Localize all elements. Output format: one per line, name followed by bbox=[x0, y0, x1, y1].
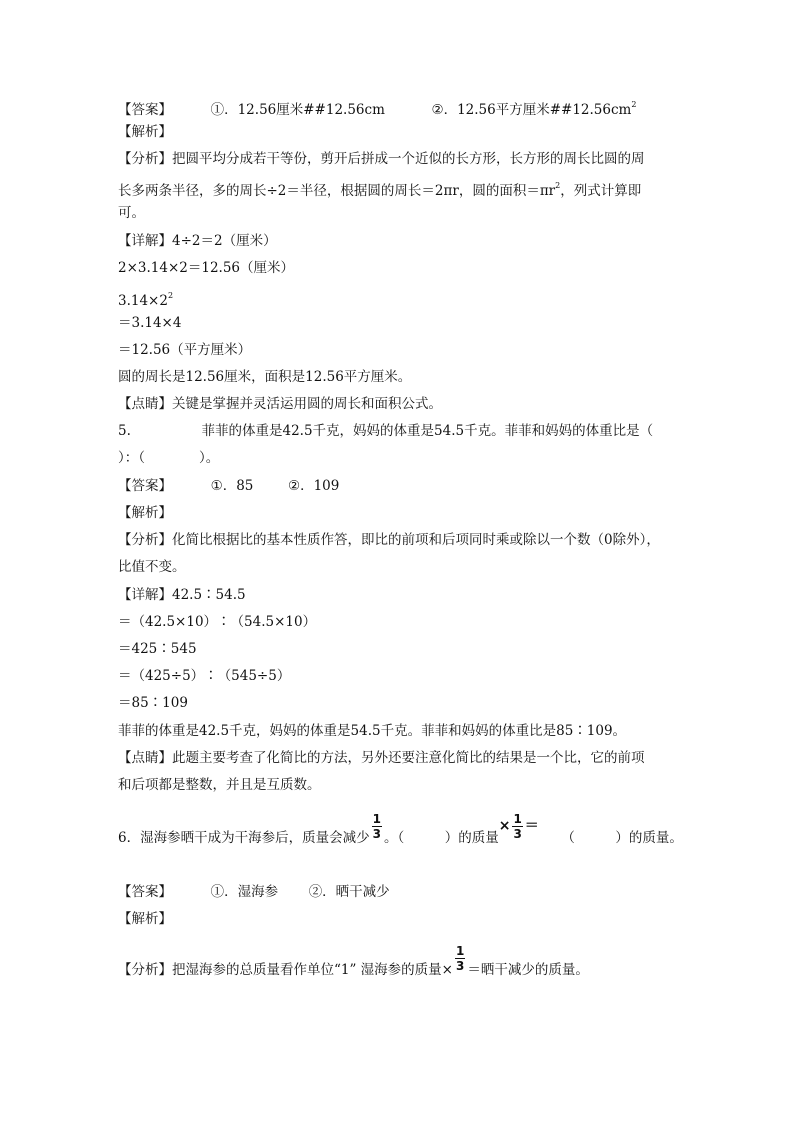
q5-dianjing-line-2: 和后项都是整数，并且是互质数。 bbox=[118, 777, 321, 793]
q5-dianjing-line-1: 【点睛】此题主要考查了化简比的方法，另外还要注意化简比的结果是一个比，它的前项 bbox=[118, 750, 645, 766]
q5-detail-line-4: ＝（425÷5）∶（545÷5） bbox=[118, 668, 291, 684]
q5-detail-line-2: ＝（42.5×10）∶（54.5×10） bbox=[118, 614, 317, 630]
q4-detail-line-6: 圆的周长是12.56厘米，面积是12.56平方厘米。 bbox=[118, 369, 412, 385]
q4-answer-2-sup: 2 bbox=[631, 100, 637, 109]
q4-fenxi-line-2 bbox=[118, 176, 641, 201]
q4-analysis-tag: 【解析】 bbox=[118, 124, 172, 140]
q4-answer-line bbox=[118, 95, 636, 120]
q5-detail-line-1: 【详解】42.5∶54.5 bbox=[118, 587, 246, 603]
q5-question-text-1: 菲菲的体重是42.5千克，妈妈的体重是54.5千克。菲菲和妈妈的体重比是（ bbox=[201, 423, 654, 439]
q6-fraction-denominator: 3 bbox=[372, 827, 381, 841]
q6-answer-line bbox=[118, 882, 390, 902]
q6-fraction-numerator: 1 bbox=[372, 812, 381, 826]
q6-answer-1: ①．湿海参 bbox=[210, 884, 279, 900]
q6-question-text-c: （ ）的质量。 bbox=[561, 830, 683, 846]
q6-question-line bbox=[118, 812, 683, 856]
q4-detail-line-4: ＝3.14×4 bbox=[118, 315, 182, 331]
q6-times-sign: × bbox=[498, 818, 511, 834]
q6-question-text-b: 。（ ）的质量 bbox=[383, 830, 499, 846]
q5-detail-line-3: ＝425∶545 bbox=[118, 641, 197, 657]
q5-detail-line-5: ＝85∶109 bbox=[118, 695, 188, 711]
q4-detail-line-1: 【详解】4÷2＝2（厘米） bbox=[118, 233, 277, 249]
q5-number: 5. bbox=[118, 423, 131, 439]
q4-fenxi-line-1: 【分析】把圆平均分成若干等份，剪开后拼成一个近似的长方形，长方形的周长比圆的周 bbox=[118, 151, 645, 167]
q4-fenxi-sup: 2 bbox=[555, 181, 561, 190]
q4-fenxi-line-2b: ，列式计算即 bbox=[560, 183, 642, 199]
q6-question-text-a: 6．湿海参晒干成为干海参后，质量会减少 bbox=[118, 830, 370, 846]
q6-fenxi-line bbox=[118, 944, 589, 988]
q4-detail-sup: 2 bbox=[167, 291, 174, 300]
q4-dianjing: 【点睛】关键是掌握并灵活运用圆的周长和面积公式。 bbox=[118, 396, 442, 412]
q4-answer-2: ②．12.56平方厘米##12.56cm bbox=[431, 102, 632, 118]
q6-fenxi-fraction-denominator: 3 bbox=[456, 959, 465, 973]
q4-fenxi-line-3: 可。 bbox=[118, 205, 145, 221]
q4-answer-tag: 【答案】 bbox=[118, 102, 172, 118]
q6-fenxi-text-a: 【分析】把湿海参的总质量看作单位“1” 湿海参的质量× bbox=[118, 962, 453, 978]
q5-question-line-2: ）：（ ）。 bbox=[118, 450, 220, 466]
q5-answer-1: ①．85 bbox=[210, 478, 254, 494]
q4-detail-line-3a: 3.14×2 bbox=[118, 293, 168, 309]
q5-analysis-tag: 【解析】 bbox=[118, 505, 172, 521]
q6-fraction-one-third bbox=[372, 812, 382, 841]
q6-fraction-one-third-2 bbox=[512, 812, 522, 841]
q6-fenxi-fraction-numerator: 1 bbox=[456, 944, 465, 958]
q4-detail-line-2: 2×3.14×2＝12.56（厘米） bbox=[118, 260, 295, 276]
q5-question-line-1 bbox=[118, 421, 653, 441]
q6-answer-tag: 【答案】 bbox=[118, 884, 172, 900]
q6-fenxi-fraction bbox=[455, 944, 465, 973]
q6-analysis-tag: 【解析】 bbox=[118, 911, 172, 927]
q6-fraction-2-denominator: 3 bbox=[513, 827, 522, 841]
q5-answer-2: ②．109 bbox=[287, 478, 340, 494]
q5-detail-line-6: 菲菲的体重是42.5千克，妈妈的体重是54.5千克。菲菲和妈妈的体重比是85∶109。 bbox=[118, 723, 627, 739]
q4-fenxi-line-2a: 长多两条半径，多的周长÷2＝半径，根据圆的周长＝2πr，圆的面积＝πr bbox=[118, 183, 556, 199]
q6-fraction-2-numerator: 1 bbox=[513, 812, 522, 826]
q4-detail-line-5: ＝12.56（平方厘米） bbox=[118, 342, 252, 358]
q4-detail-line-3 bbox=[118, 286, 173, 311]
q5-fenxi-line-2: 比值不变。 bbox=[118, 559, 186, 575]
q6-equals-sign: ＝ bbox=[524, 818, 539, 834]
q5-answer-line bbox=[118, 476, 339, 496]
q5-answer-tag: 【答案】 bbox=[118, 478, 172, 494]
q4-answer-1: ①．12.56厘米##12.56cm bbox=[210, 102, 385, 118]
q6-answer-2: ②．晒干减少 bbox=[308, 884, 390, 900]
q6-fenxi-text-b: ＝晒干减少的质量。 bbox=[467, 962, 589, 978]
q5-fenxi-line-1: 【分析】化简比根据比的基本性质作答，即比的前项和后项同时乘或除以一个数（0除外）， bbox=[118, 532, 660, 548]
